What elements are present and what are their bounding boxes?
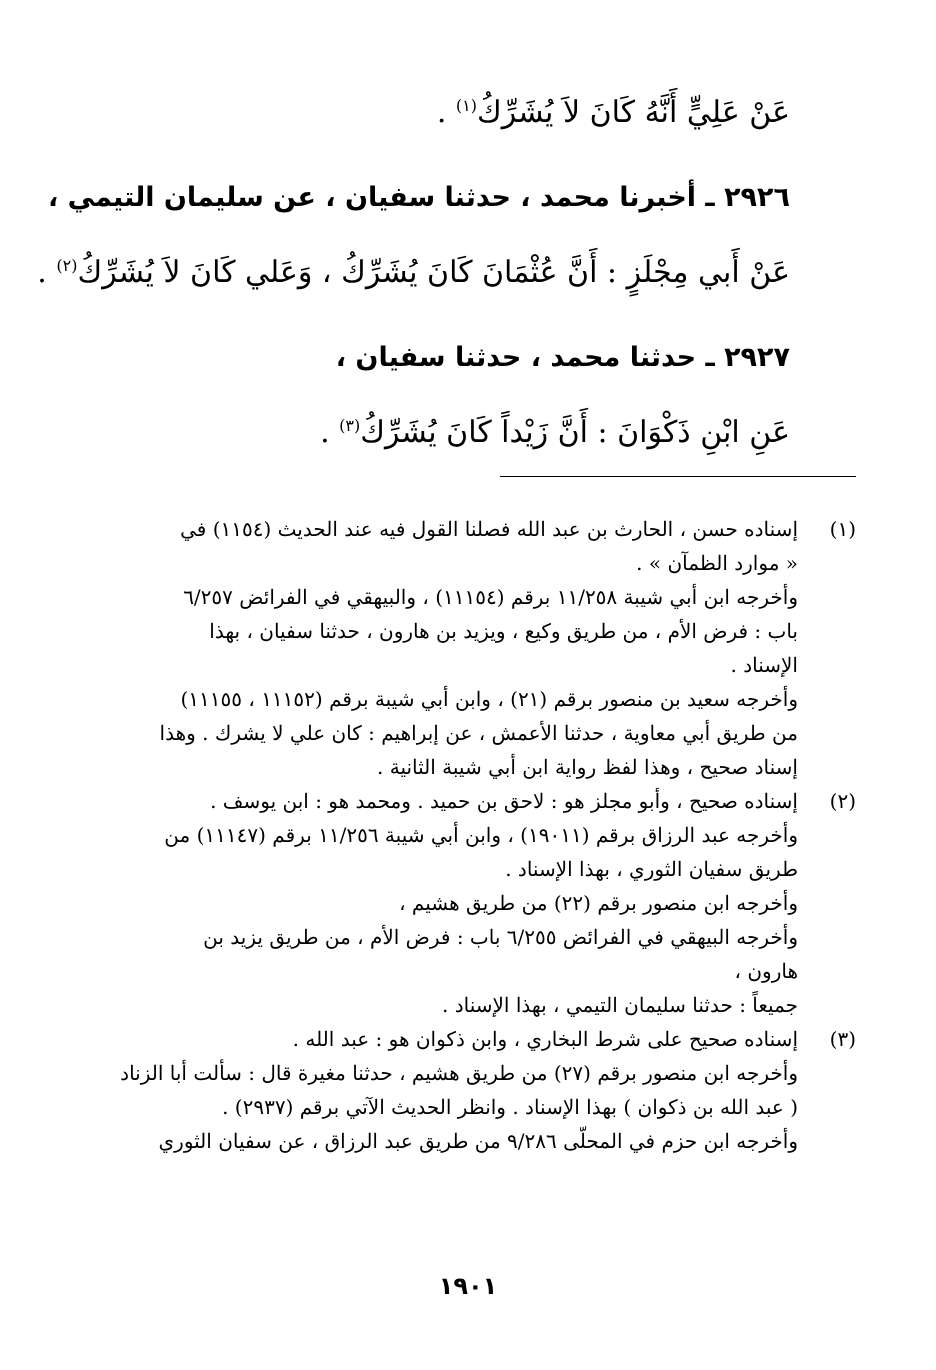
footnote-line: وأخرجه ابن حزم في المحلّى ٩/٢٨٦ من طريق عبد الرزاق ، عن سفيان الثوري <box>158 1129 798 1153</box>
footnote-line: وأخرجه ابن منصور برقم (٢٧) من طريق هشيم ، حدثنا مغيرة قال : سألت أبا الزناد <box>120 1061 798 1085</box>
footnote-1 <box>86 512 856 784</box>
footnote-number: (٣) <box>829 1027 856 1051</box>
footnote-separator <box>500 476 856 477</box>
hadith-text-line <box>70 413 790 453</box>
footnote-number: (٢) <box>829 789 856 813</box>
line-end: . <box>436 95 456 130</box>
footnote-line: وأخرجه ابن أبي شيبة ١١/٢٥٨ برقم (١١١٥٤) ، والبيهقي في الفرائض ٦/٢٥٧ <box>183 585 798 609</box>
footnote-line: باب : فرض الأم ، من طريق وكيع ، ويزيد بن هارون ، حدثنا سفيان ، بهذا <box>209 619 798 643</box>
footnote-line: إسناد صحيح ، وهذا لفظ رواية ابن أبي شيبة الثانية . <box>377 755 798 779</box>
footnote-line: الإسناد . <box>730 653 798 677</box>
line-end: . <box>37 255 57 290</box>
footnote-line: جميعاً : حدثنا سليمان التيمي ، بهذا الإسناد . <box>442 993 798 1017</box>
footnote-line: وأخرجه البيهقي في الفرائض ٦/٢٥٥ باب : فرض الأم ، من طريق يزيد بن <box>203 925 798 949</box>
footnote-line: « موارد الظمآن » . <box>636 551 798 575</box>
hadith-text-line <box>70 93 790 133</box>
footnote-line: وأخرجه سعيد بن منصور برقم (٢١) ، وابن أبي شيبة برقم (١١١٥٢ ، ١١١٥٥) <box>180 687 798 711</box>
footnote-line: وأخرجه ابن منصور برقم (٢٢) من طريق هشيم ، <box>399 891 798 915</box>
footnote-line: إسناده صحيح على شرط البخاري ، وابن ذكوان هو : عبد الله . <box>292 1027 798 1051</box>
footnote-2 <box>86 784 856 1022</box>
footnote-line: إسناده حسن ، الحارث بن عبد الله فصلنا القول فيه عند الحديث (١١٥٤) في <box>180 517 798 541</box>
footnote-line: هارون ، <box>734 959 798 983</box>
footnote-ref: (٣) <box>339 416 361 435</box>
page-number: ١٩٠١ <box>438 1272 498 1300</box>
hadith-text-line <box>37 253 790 293</box>
hadith-text: عَنْ عَلِيٍّ أَنَّهُ كَانَ لاَ يُشَرِّكُ <box>477 95 790 130</box>
footnote-line: وأخرجه عبد الرزاق برقم (١٩٠١١) ، وابن أبي شيبة ١١/٢٥٦ برقم (١١١٤٧) من <box>164 823 798 847</box>
footnote-3 <box>86 1022 856 1158</box>
footnote-line: طريق سفيان الثوري ، بهذا الإسناد . <box>505 857 798 881</box>
footnote-line: إسناده صحيح ، وأبو مجلز هو : لاحق بن حميد . ومحمد هو : ابن يوسف . <box>210 789 798 813</box>
footnote-number: (١) <box>829 517 856 541</box>
footnote-line: من طريق أبي معاوية ، حدثنا الأعمش ، عن إبراهيم : كان علي لا يشرك . وهذا <box>159 721 798 745</box>
footnote-ref: (١) <box>455 96 478 115</box>
footnotes <box>86 512 856 1158</box>
hadith-text: عَنِ ابْنِ ذَكْوَانَ : أَنَّ زَيْداً كَانَ يُشَرِّكُ <box>360 415 790 450</box>
footnote-line: ( عبد الله بن ذكوان ) بهذا الإسناد . وانظر الحديث الآتي برقم (٢٩٣٧) . <box>222 1095 798 1119</box>
line-end: . <box>320 415 340 450</box>
hadith-2927-chain: ٢٩٢٧ ـ حدثنا محمد ، حدثنا سفيان ، <box>335 342 790 373</box>
hadith-text: عَنْ أَبي مِجْلَزٍ : أَنَّ عُثْمَانَ كَانَ يُشَرِّكُ ، وَعَلي كَانَ لاَ يُشَرِّكُ <box>77 255 790 290</box>
hadith-2926-chain: ٢٩٢٦ ـ أخبرنا محمد ، حدثنا سفيان ، عن سليمان التيمي ، <box>47 182 790 213</box>
footnote-ref: (٢) <box>56 256 78 275</box>
